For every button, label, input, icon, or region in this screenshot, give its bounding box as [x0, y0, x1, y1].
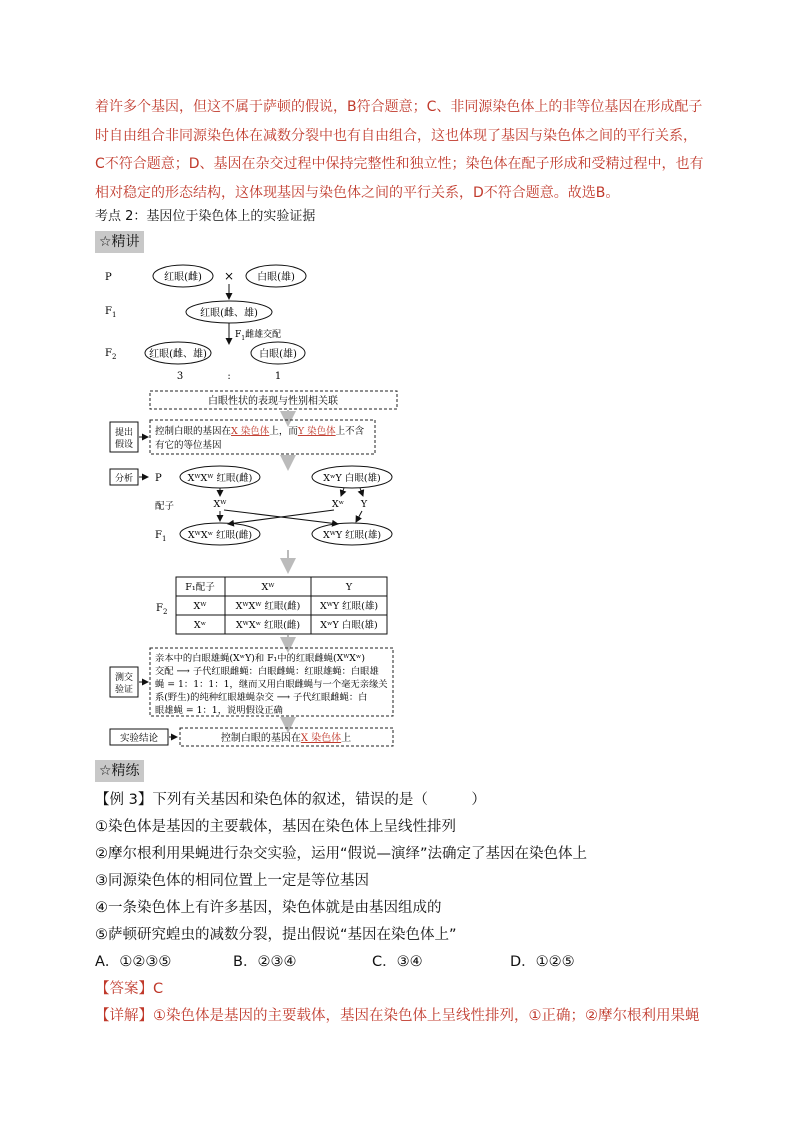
hypothesis-label-2: 假设 — [114, 440, 134, 450]
f1-cross-label: $F_1$雌雄交配 — [235, 330, 282, 342]
answer-value: C — [153, 981, 164, 997]
table-cell: Xʷ — [193, 620, 207, 631]
table-cell: Xᵂ — [193, 601, 207, 612]
test-label-2: 验证 — [114, 685, 134, 695]
table-header-2: Y — [345, 582, 353, 593]
table-cell: XᵂY 红眼(雄) — [319, 601, 379, 612]
table-cell: XᵂXᵂ 红眼(雌) — [235, 601, 301, 612]
p-left-text: 红眼(雌) — [164, 272, 202, 283]
statement-item: ③同源染色体的相同位置上一定是等位基因 — [95, 873, 369, 889]
hypothesis-line-2: 有它的等位基因 — [155, 440, 222, 451]
statement-item: ②摩尔根利用果蝇进行杂交实验，运用“假说—演绎”法确定了基因在染色体上 — [95, 846, 588, 862]
table-cell: XʷY 白眼(雄) — [320, 620, 378, 631]
test-line: 蝇 = 1：1：1：1，继而又用白眼雌蝇与一个毫无亲缘关 — [155, 679, 388, 690]
f2-right-text: 白眼(雄) — [259, 349, 297, 360]
test-line: 亲本中的白眼雄蝇(XʷY)和 F₁中的红眼雌蝇(XᵂXʷ) — [155, 653, 365, 664]
detail-label: 【详解】 — [95, 1008, 153, 1024]
statement-item: ⑤萨顿研究蝗虫的减数分裂，提出假说“基因在染色体上” — [95, 927, 457, 943]
table-header-1: Xᵂ — [261, 582, 275, 593]
f1-label: $F_1$ — [105, 306, 117, 319]
f2-label: $F_2$ — [105, 348, 117, 361]
f2-left-text: 红眼(雌、雄) — [149, 349, 207, 360]
option-a: A．①②③⑤ — [95, 954, 172, 970]
badge-jingjiang: ☆精讲 — [95, 231, 144, 253]
hypothesis-label-1: 提出 — [114, 428, 134, 438]
analysis-label: 分析 — [114, 474, 134, 484]
cross-symbol: × — [223, 269, 235, 283]
option-b: B．②③④ — [233, 954, 297, 970]
analysis-f1-right-text: XᵂY 红眼(雄) — [322, 530, 382, 541]
table-f2-label: $F_2$ — [156, 603, 168, 616]
analysis-left-text: XᵂXᵂ 红眼(雌) — [187, 473, 253, 484]
analysis-f1-left-text: XᵂXʷ 红眼(雌) — [187, 530, 253, 541]
badge-jinglian: ☆精练 — [95, 760, 144, 782]
conclusion-label: 实验结论 — [119, 733, 159, 744]
conclusion-text: 控制白眼的基因在X 染色体上 — [220, 733, 352, 744]
intro-paragraph: 着许多个基因，但这不属于萨顿的假说，B符合题意；C、非同源染色体上的非等位基因在形成配子时自由组合非同源染色体在减数分裂中也有自由组合，这也体现了基因与染色体之间的平行关系，C不符合题意；D、基因在杂交过程中保持完整性和独立性；染色体在配子形成和受精过程中，也有相对稳定的形态结构，这体现基因与染色体之间的平行关系，D不符合题意。故选B。 — [95, 99, 704, 201]
analysis-p: P — [155, 473, 162, 484]
gamete-xw-white: Xʷ — [331, 499, 345, 510]
gamete-label: 配子 — [155, 501, 175, 512]
test-line: 系(野生)的纯种红眼雄蝇杂交 ⟶ 子代红眼雌蝇：白 — [155, 692, 368, 703]
section-title: 考点 2：基因位于染色体上的实验证据 — [95, 209, 316, 224]
statement-item: ④一条染色体上有许多基因，染色体就是由基因组成的 — [95, 900, 442, 916]
question-title: 【例 3】下列有关基因和染色体的叙述，错误的是（ ） — [95, 792, 486, 808]
p-label: P — [105, 272, 112, 283]
answer-label: 【答案】 — [95, 981, 153, 997]
gamete-xw-red: Xᵂ — [213, 499, 227, 510]
ratio-right: 1 — [274, 371, 282, 382]
option-c: C．③④ — [372, 954, 423, 970]
test-line: 交配 ⟶ 子代红眼雌蝇：白眼雌蝇：红眼雄蝇：白眼雄 — [155, 666, 379, 677]
hypothesis-line-1: 控制白眼的基因在X 染色体上，而Y 染色体上不含 — [155, 426, 365, 437]
detail-text: ①染色体是基因的主要载体，基因在染色体上呈线性排列，①正确；②摩尔根利用果蝇 — [153, 1008, 700, 1024]
test-line: 眼雄蝇 = 1：1，说明假设正确 — [155, 705, 283, 716]
analysis-f1-label: $F_1$ — [155, 530, 167, 543]
table-cell: XᵂXʷ 红眼(雌) — [235, 620, 301, 631]
assoc-text: 白眼性状的表现与性别相关联 — [208, 396, 338, 407]
detail-line — [95, 1004, 700, 1025]
p-right-text: 白眼(雄) — [257, 272, 295, 283]
f1-text: 红眼(雌、雄) — [200, 308, 258, 319]
answer-line — [95, 977, 163, 998]
ratio-colon: : — [227, 371, 231, 382]
experiment-diagram — [98, 256, 398, 756]
test-label-1: 测交 — [114, 673, 134, 683]
option-d: D．①②⑤ — [510, 954, 575, 970]
ratio-left: 3 — [176, 371, 184, 382]
statement-item: ①染色体是基因的主要载体，基因在染色体上呈线性排列 — [95, 819, 456, 835]
analysis-right-text: XʷY 白眼(雄) — [323, 473, 381, 484]
table-header-0: F₁配子 — [185, 582, 215, 593]
gamete-y: Y — [360, 499, 368, 510]
